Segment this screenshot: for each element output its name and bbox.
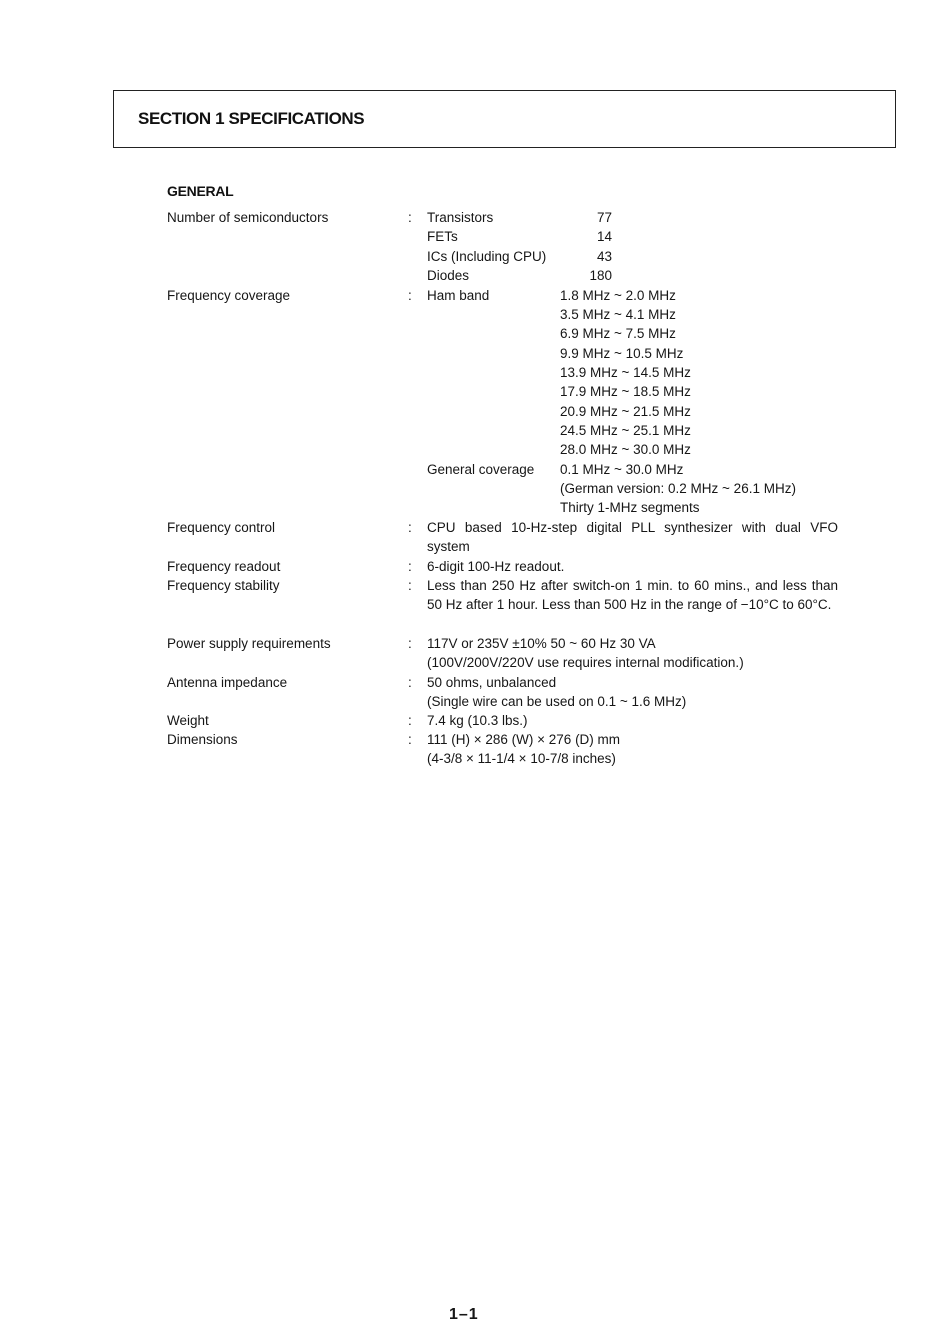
semiconductor-count: 43 <box>596 249 612 264</box>
general-coverage-range: 0.1 MHz ~ 30.0 MHz <box>560 462 684 477</box>
general-coverage-label: General coverage <box>427 462 535 477</box>
colon: : <box>408 732 412 747</box>
colon: : <box>408 675 412 690</box>
ham-band-range: 13.9 MHz ~ 14.5 MHz <box>560 365 691 380</box>
dimensions-value-imperial: (4-3/8 × 11-1/4 × 10-7/8 inches) <box>427 751 616 766</box>
colon: : <box>408 578 412 593</box>
ham-band-range: 1.8 MHz ~ 2.0 MHz <box>560 288 676 303</box>
semiconductor-count: 180 <box>589 268 612 283</box>
ham-band-label: Ham band <box>427 288 490 303</box>
ham-band-range: 28.0 MHz ~ 30.0 MHz <box>560 442 691 457</box>
semiconductor-type: Diodes <box>427 268 470 283</box>
ham-band-range: 24.5 MHz ~ 25.1 MHz <box>560 423 691 438</box>
section-header-box <box>113 90 896 148</box>
general-heading: GENERAL <box>167 183 234 199</box>
ham-band-range: 20.9 MHz ~ 21.5 MHz <box>560 404 691 419</box>
frequency-control-label: Frequency control <box>167 520 276 535</box>
dimensions-value-metric: 111 (H) × 286 (W) × 276 (D) mm <box>427 732 621 747</box>
section-title: SECTION 1 SPECIFICATIONS <box>138 109 365 128</box>
general-coverage-german: (German version: 0.2 MHz ~ 26.1 MHz) <box>560 481 796 496</box>
frequency-readout-label: Frequency readout <box>167 559 281 574</box>
colon: : <box>408 520 412 535</box>
semiconductor-count: 77 <box>596 210 612 225</box>
frequency-control-value: CPU based 10-Hz-step digital PLL synthesizer with dual VFO system <box>427 520 838 555</box>
ham-band-range: 6.9 MHz ~ 7.5 MHz <box>560 326 676 341</box>
weight-value: 7.4 kg (10.3 lbs.) <box>427 713 528 728</box>
page-number: 1–1 <box>449 1306 479 1323</box>
ham-band-range: 3.5 MHz ~ 4.1 MHz <box>560 307 676 322</box>
power-supply-value: 117V or 235V ±10% 50 ~ 60 Hz 30 VA <box>427 636 656 651</box>
colon: : <box>408 288 412 303</box>
colon: : <box>408 636 412 651</box>
semiconductor-count: 14 <box>596 229 612 244</box>
antenna-impedance-note: (Single wire can be used on 0.1 ~ 1.6 MHz) <box>427 694 687 709</box>
frequency-stability-value: Less than 250 Hz after switch-on 1 min. to 60 mins., and less than 50 Hz after 1 hour. Less than 500 Hz in the range of −10°C to 60°C. <box>427 578 838 613</box>
frequency-coverage-label: Frequency coverage <box>167 288 291 303</box>
dimensions-label: Dimensions <box>167 732 238 747</box>
ham-band-range: 9.9 MHz ~ 10.5 MHz <box>560 346 684 361</box>
semiconductor-type: ICs (Including CPU) <box>427 249 547 264</box>
power-supply-note: (100V/200V/220V use requires internal modification.) <box>427 655 744 670</box>
frequency-readout-value: 6-digit 100-Hz readout. <box>427 559 565 574</box>
semiconductors-label: Number of semiconductors <box>167 210 329 225</box>
colon: : <box>408 210 412 225</box>
weight-label: Weight <box>167 713 209 728</box>
general-coverage-segments: Thirty 1-MHz segments <box>560 500 700 515</box>
antenna-impedance-label: Antenna impedance <box>167 675 288 690</box>
semiconductor-type: FETs <box>427 229 458 244</box>
colon: : <box>408 559 412 574</box>
ham-band-range: 17.9 MHz ~ 18.5 MHz <box>560 384 691 399</box>
frequency-stability-label: Frequency stability <box>167 578 280 593</box>
antenna-impedance-value: 50 ohms, unbalanced <box>427 675 557 690</box>
power-supply-label: Power supply requirements <box>167 636 331 651</box>
colon: : <box>408 713 412 728</box>
semiconductor-type: Transistors <box>427 210 494 225</box>
